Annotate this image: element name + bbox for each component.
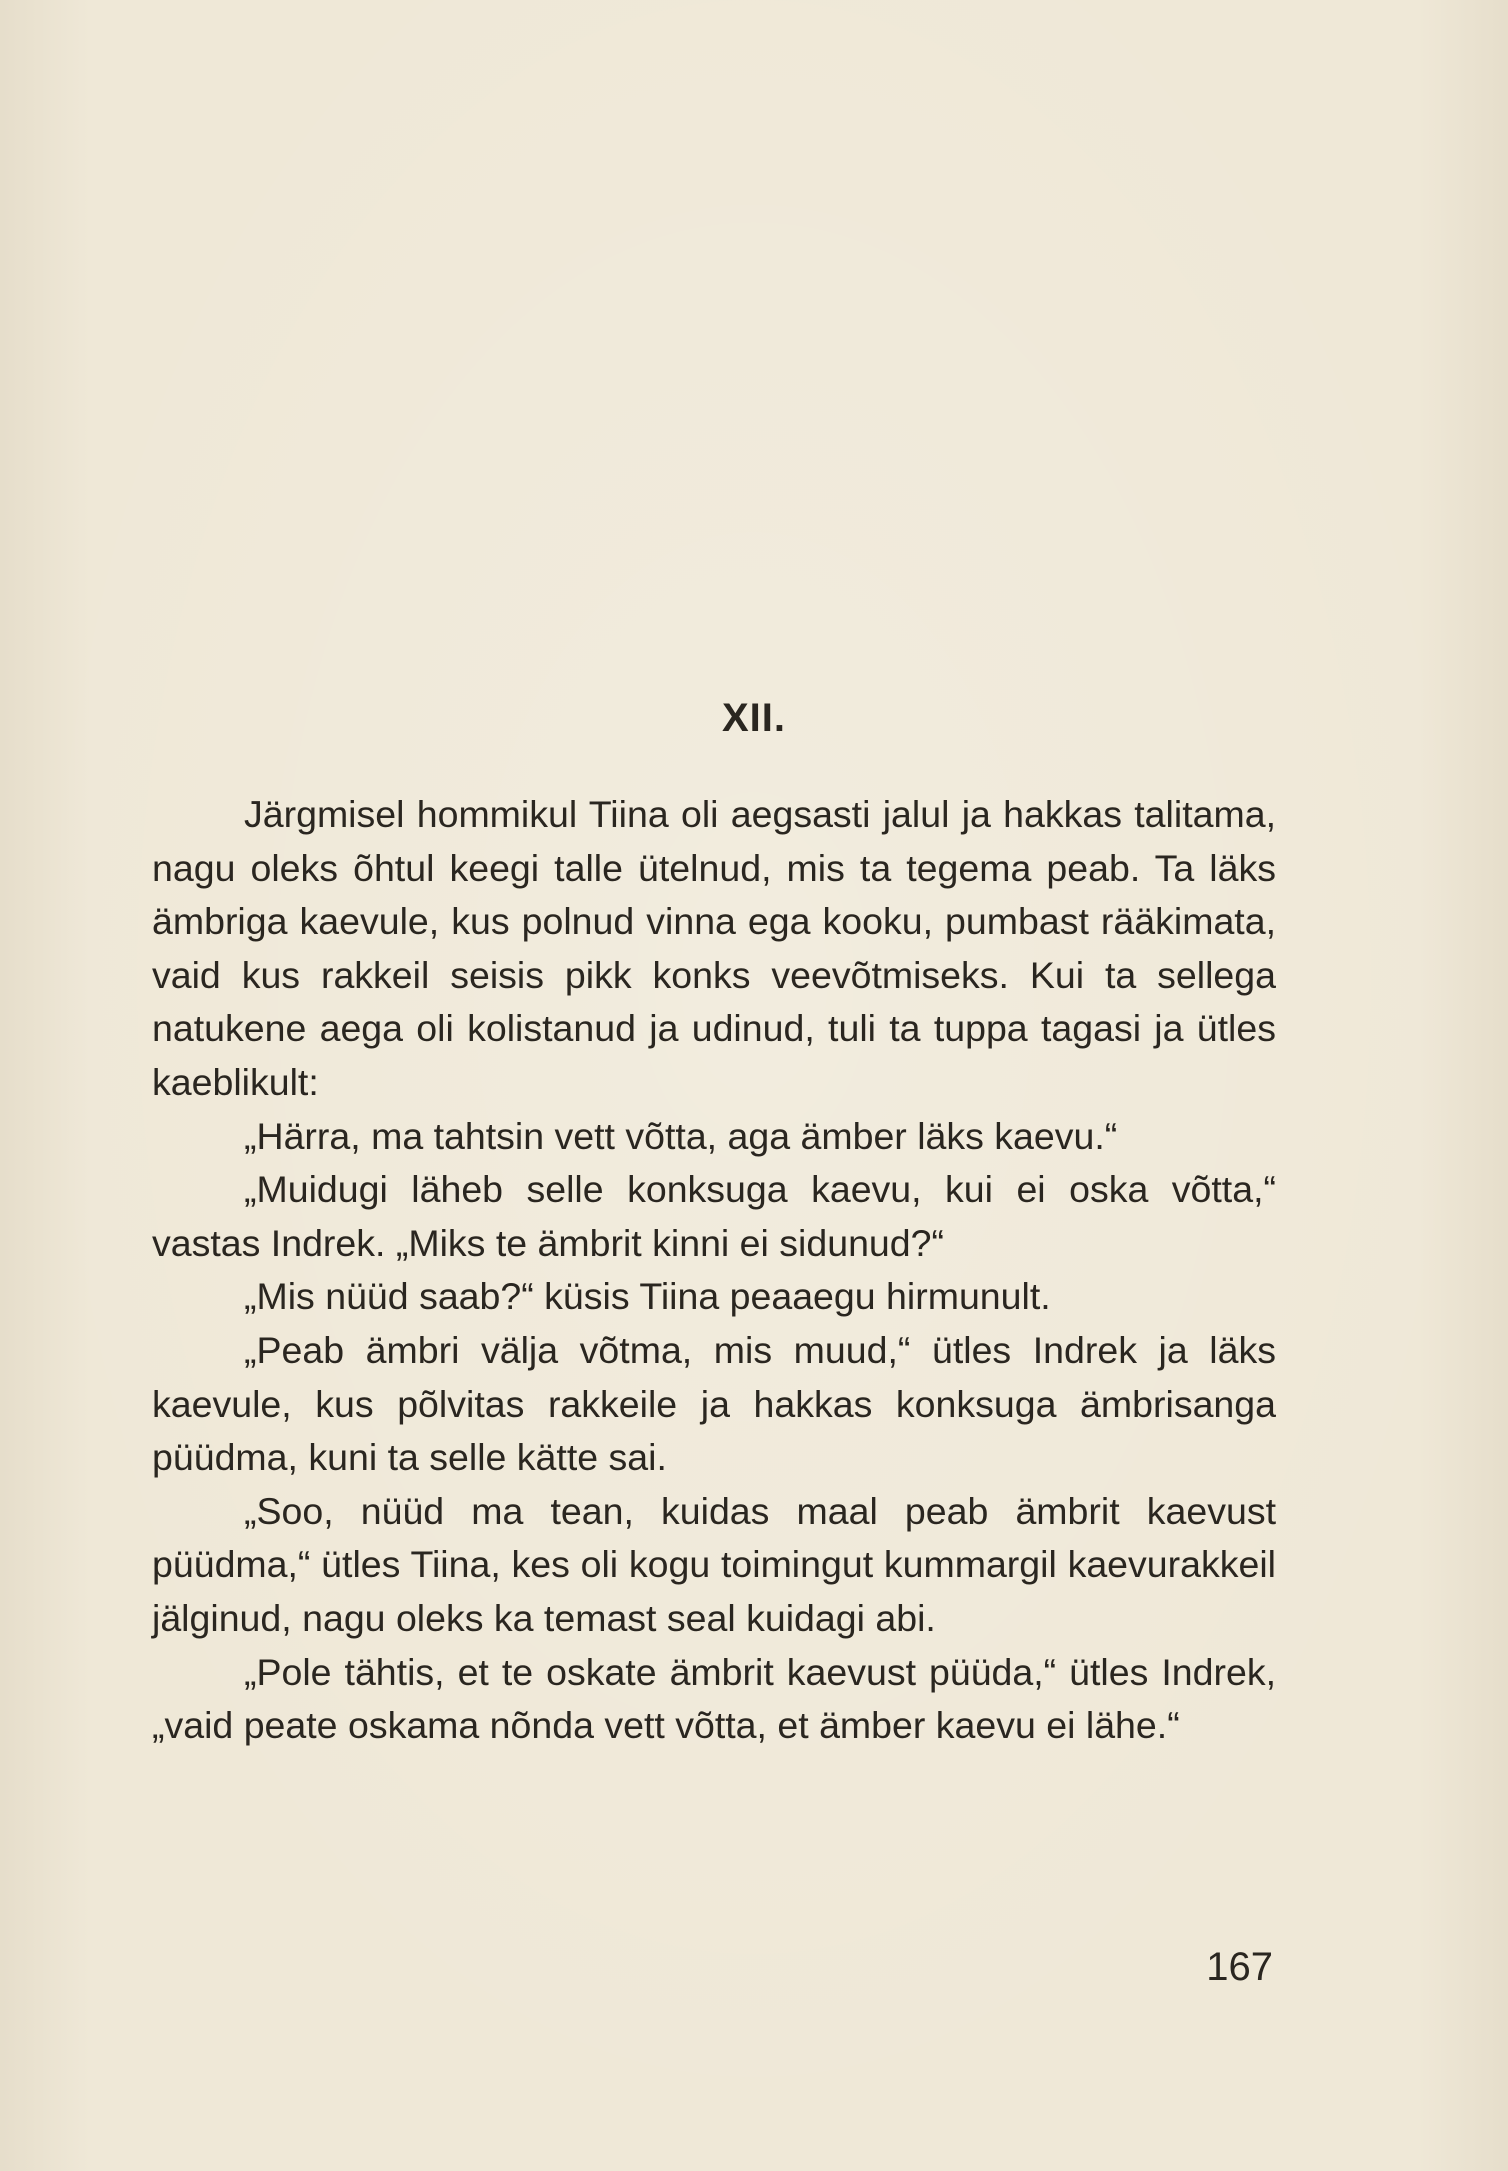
- paragraph: Järgmisel hommikul Tiina oli aegsasti jalul ja hakkas talitama, nagu oleks õhtul keegi talle ütelnud, mis ta tegema peab. Ta läks ämbriga kaevule, kus polnud vinna ega kooku, pumbast rääkimata, vaid kus rakkeil seisis pikk konks veevõtmiseks. Kui ta sellega natukene aega oli kolistanud ja udinud, tuli ta tuppa tagasi ja ütles kaeblikult:: [152, 793, 1276, 1103]
- paragraph: „Mis nüüd saab?“ küsis Tiina peaaegu hirmunult.: [244, 1275, 1051, 1318]
- paragraph: „Peab ämbri välja võtma, mis muud,“ ütles Indrek ja läks kaevule, kus põlvitas rakkeile ja hakkas konksuga ämbrisanga püüdma, kuni ta selle kätte sai.: [152, 1328, 1276, 1479]
- paragraph: „Soo, nüüd ma tean, kuidas maal peab ämbrit kaevust püüdma,“ ütles Tiina, kes oli kogu toimingut kummargil kaevurakkeil jälginud, nagu oleks ka temast seal kuidagi abi.: [152, 1489, 1276, 1639]
- page-number: 167: [1206, 1945, 1273, 1989]
- chapter-heading: XII.: [721, 696, 787, 740]
- paragraph: „Muidugi läheb selle konksuga kaevu, kui ei oska võtta,“ vastas Indrek. „Miks te ämbrit kinni ei sidunud?“: [152, 1168, 1276, 1264]
- paragraph: „Härra, ma tahtsin vett võtta, aga ämber läks kaevu.“: [244, 1114, 1118, 1157]
- body-text: [152, 788, 1276, 1753]
- paragraph: „Pole tähtis, et te oskate ämbrit kaevust püüda,“ ütles Indrek, „vaid peate oskama nõnda vett võtta, et ämber kaevu ei lähe.“: [152, 1650, 1276, 1747]
